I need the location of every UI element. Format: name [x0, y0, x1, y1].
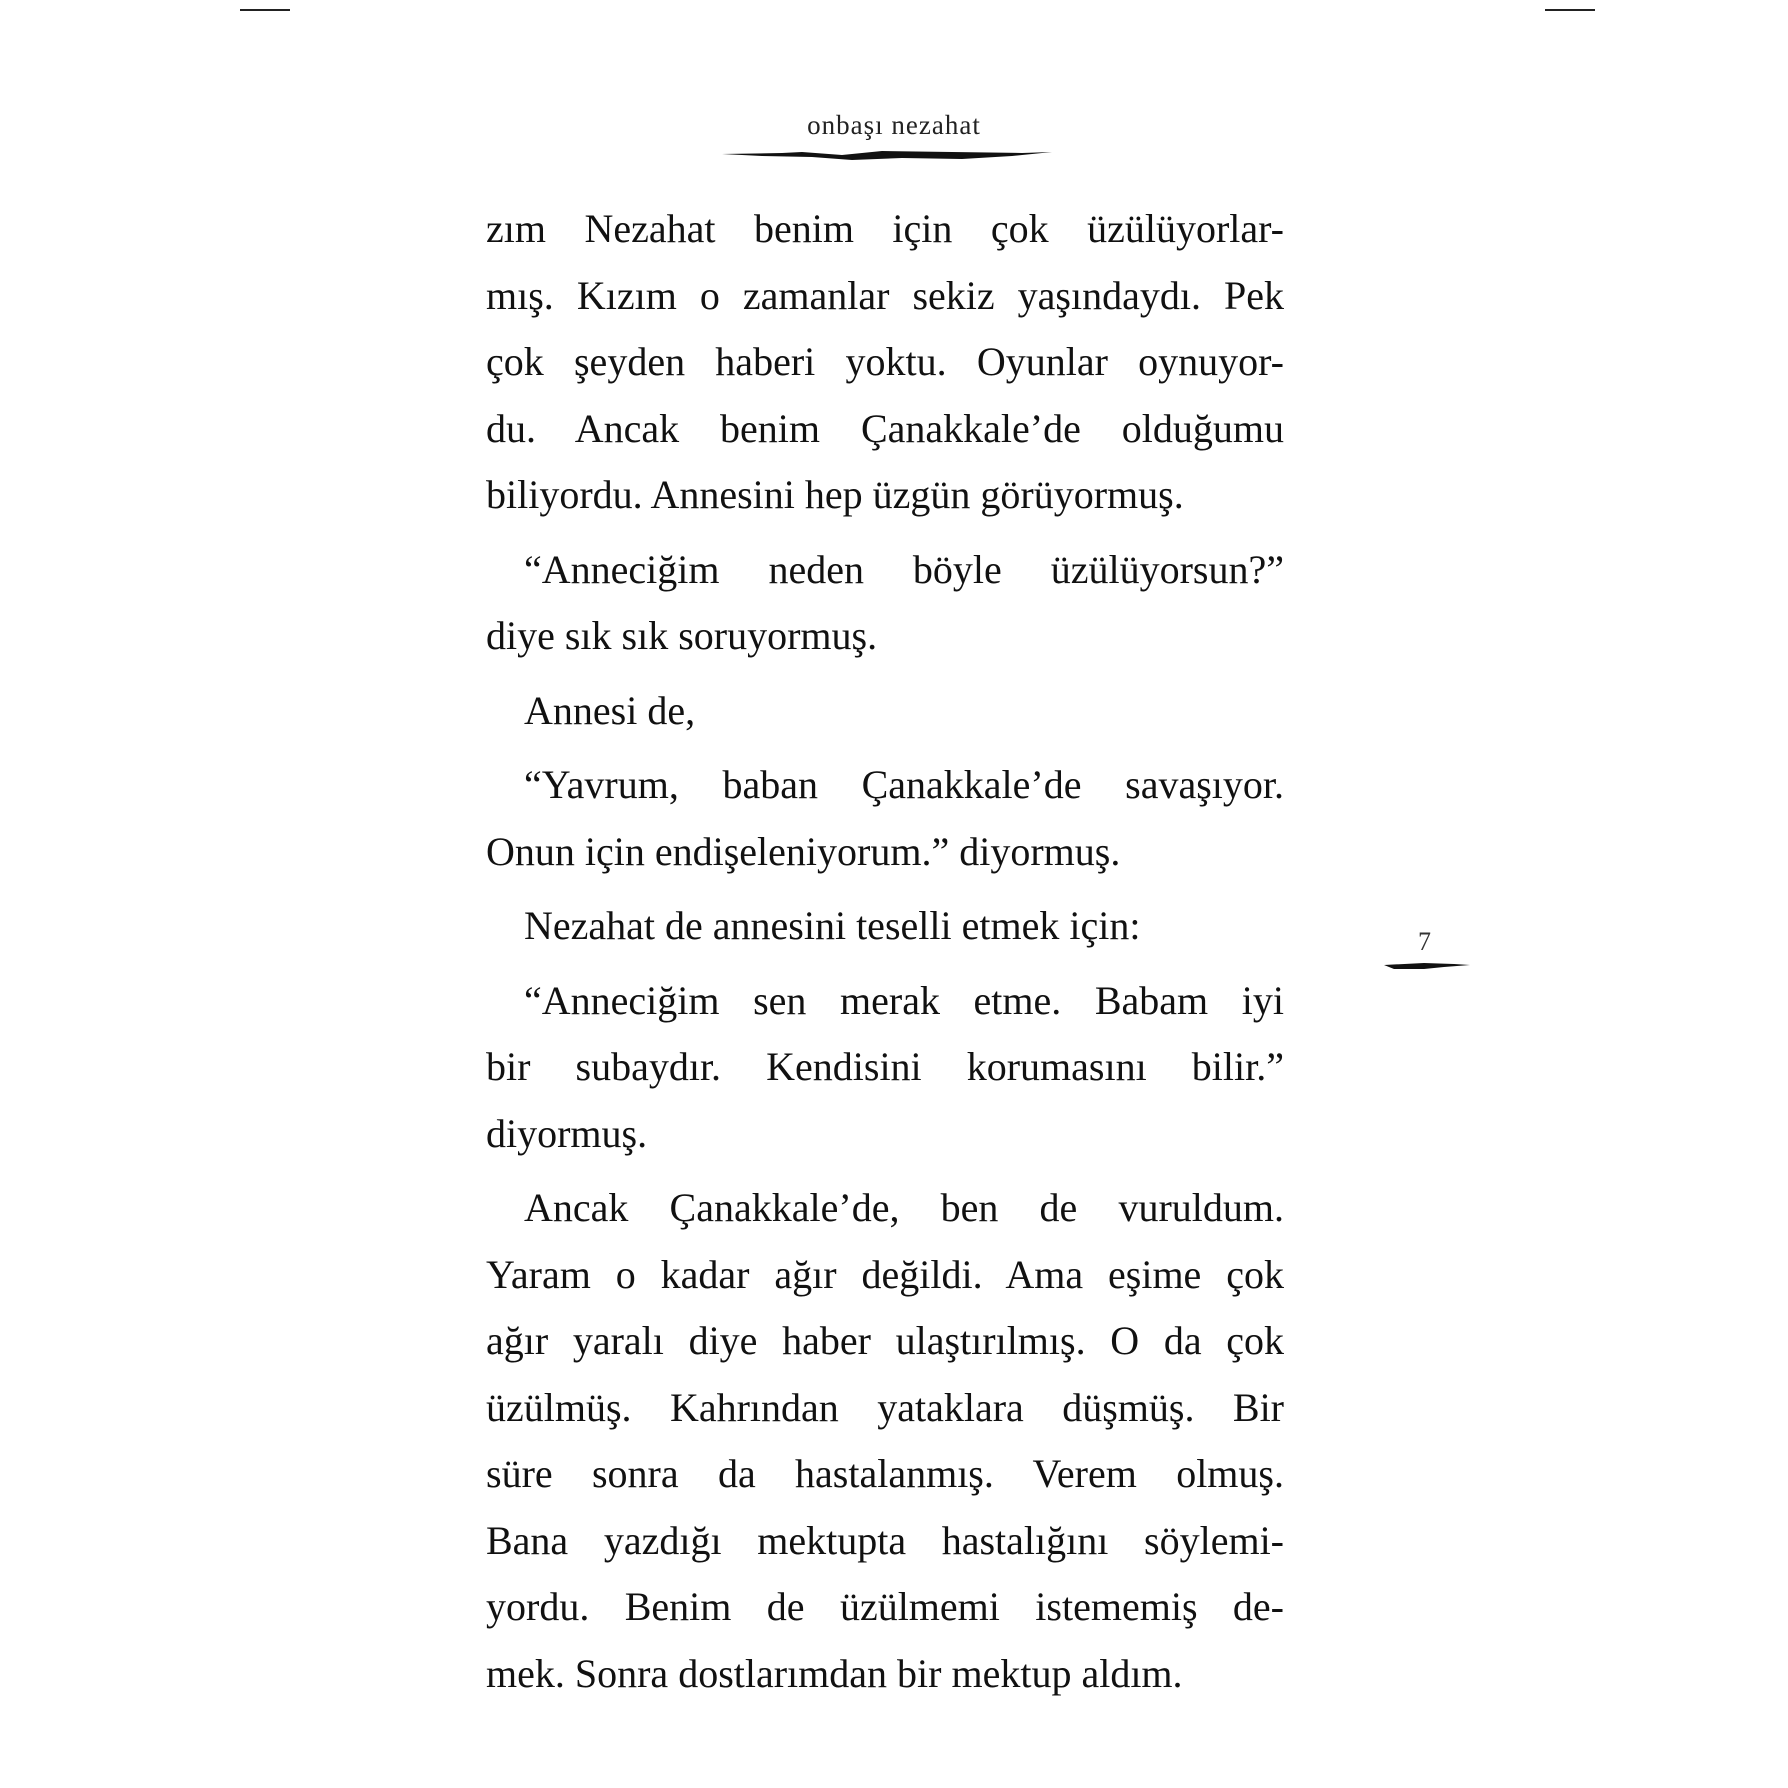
text-line: Yaram o kadar ağır değildi. Ama eşime çok	[486, 1251, 1284, 1297]
text-line: du. Ancak benim Çanakkale’de olduğumu	[486, 405, 1284, 451]
running-head-title: onbaşı nezahat	[807, 110, 981, 140]
body-text	[486, 196, 1284, 1715]
paragraph	[486, 893, 1284, 960]
paragraph	[486, 196, 1284, 529]
paragraph	[486, 752, 1284, 885]
brush-stroke-ornament	[722, 148, 1052, 162]
text-line: Onun için endişeleniyorum.” diyormuş.	[486, 828, 1121, 874]
text-line: Ancak Çanakkale’de, ben de vuruldum.	[524, 1185, 1284, 1230]
text-line: mış. Kızım o zamanlar sekiz yaşındaydı. Pek	[486, 272, 1284, 318]
text-line: “Anneciğim sen merak etme. Babam iyi	[524, 977, 1284, 1023]
text-line: diye sık sık soruyormuş.	[486, 613, 878, 658]
text-line: Annesi de,	[524, 687, 696, 733]
text-line: üzülmüş. Kahrından yataklara düşmüş. Bir	[486, 1384, 1284, 1430]
text-line: mek. Sonra dostlarımdan bir mektup aldım.	[486, 1650, 1183, 1696]
text-line: ağır yaralı diye haber ulaştırılmış. O da çok	[486, 1318, 1284, 1363]
text-line: diyormuş.	[486, 1110, 648, 1156]
text-line: zım Nezahat benim için çok üzülüyorlar-	[486, 206, 1284, 251]
folio-brush-stroke	[1384, 960, 1470, 972]
paragraph	[486, 678, 1284, 745]
text-line: Nezahat de annesini teselli etmek için:	[524, 903, 1141, 948]
text-line: çok şeyden haberi yoktu. Oyunlar oynuyor-	[486, 339, 1284, 384]
crop-mark-left	[240, 9, 290, 11]
page-number: 7	[1418, 927, 1431, 956]
text-line: Bana yazdığı mektupta hastalığını söylemi-	[486, 1517, 1284, 1563]
text-line: yordu. Benim de üzülmemi istememiş de-	[486, 1584, 1284, 1629]
text-line: “Yavrum, baban Çanakkale’de savaşıyor.	[524, 762, 1284, 807]
running-head	[0, 110, 1788, 141]
paragraph	[486, 1175, 1284, 1707]
text-line: biliyordu. Annesini hep üzgün görüyormuş.	[486, 472, 1184, 517]
text-line: bir subaydır. Kendisini korumasını bilir.”	[486, 1044, 1284, 1089]
crop-mark-right	[1545, 9, 1595, 11]
paragraph	[486, 537, 1284, 670]
text-line: süre sonra da hastalanmış. Verem olmuş.	[486, 1451, 1284, 1496]
paragraph	[486, 968, 1284, 1168]
text-line: “Anneciğim neden böyle üzülüyorsun?”	[524, 546, 1284, 592]
